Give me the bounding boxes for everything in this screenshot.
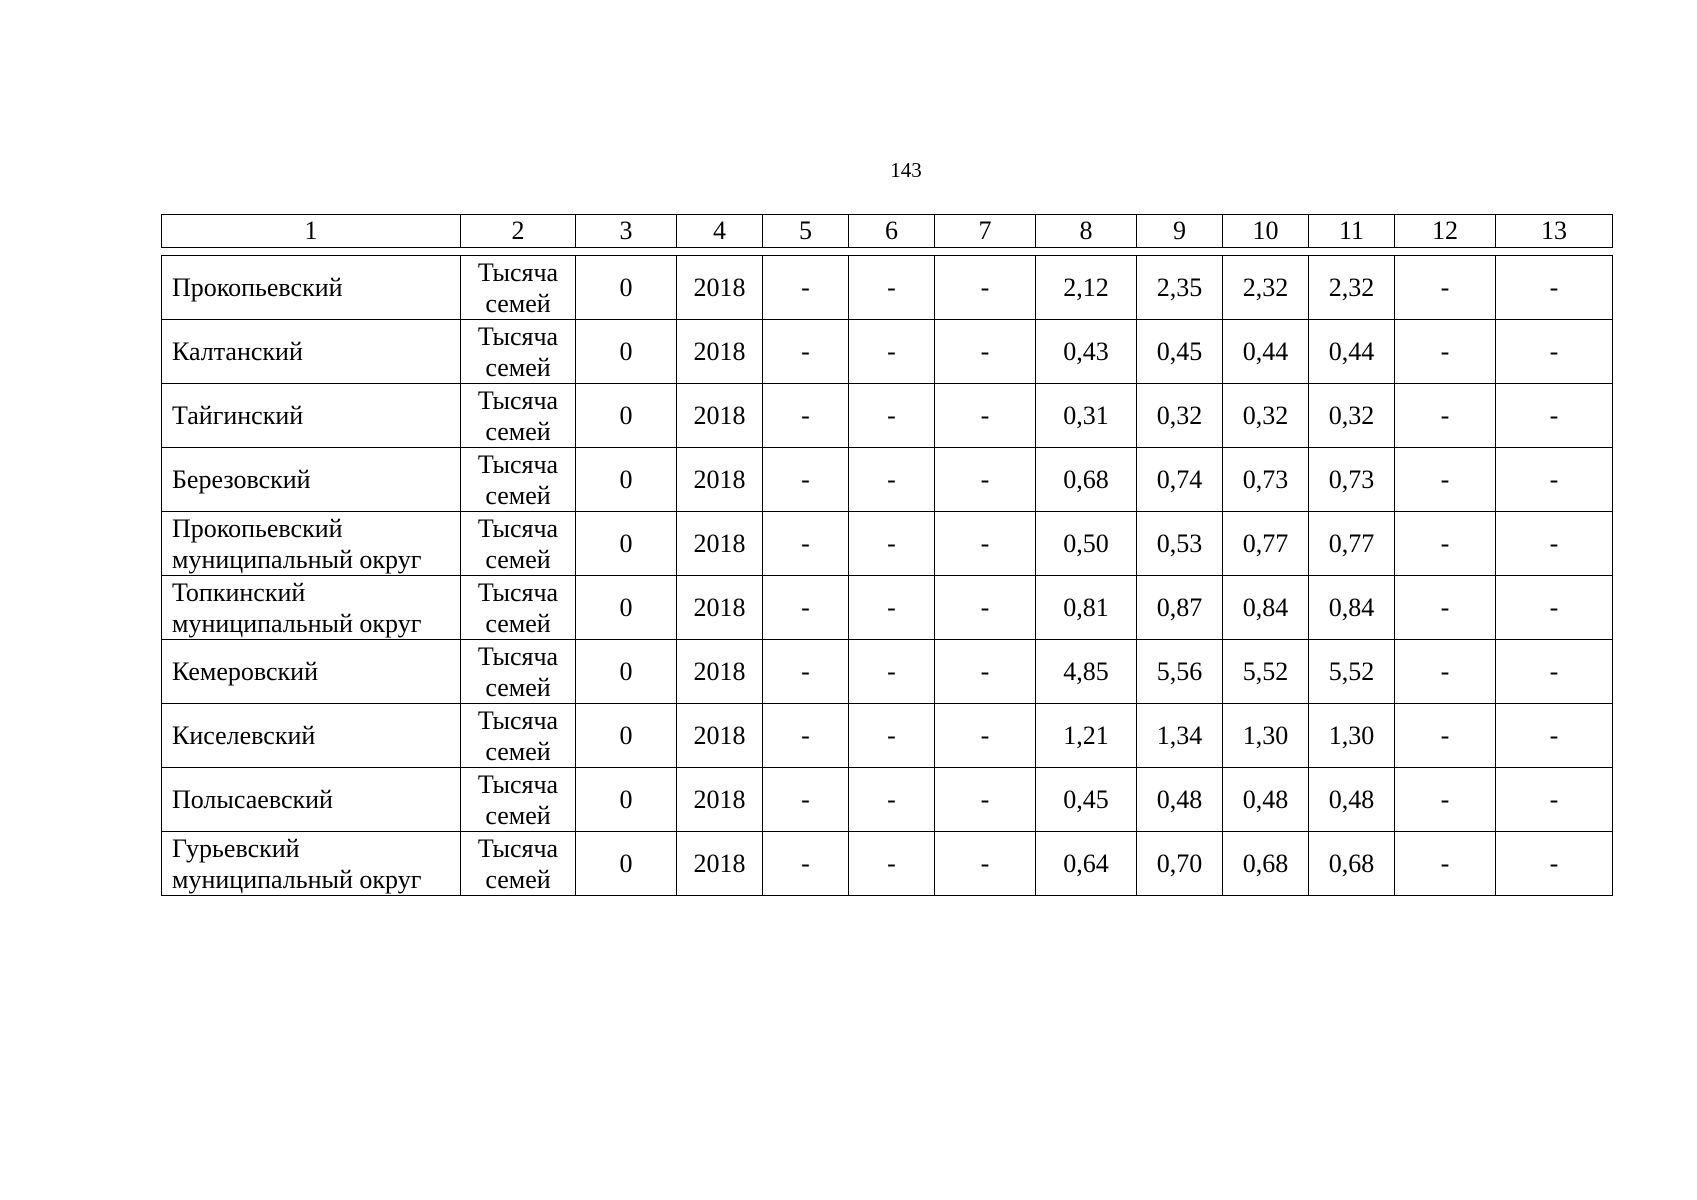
table-cell: 0,44 <box>1223 320 1309 384</box>
table-row <box>162 768 1613 832</box>
table-cell: - <box>935 832 1036 896</box>
table-cell: 2018 <box>677 704 763 768</box>
table-row <box>162 448 1613 512</box>
unit-cell: Тысяча семей <box>461 576 576 640</box>
table-cell: 2018 <box>677 640 763 704</box>
table-cell: - <box>1496 704 1613 768</box>
table-cell: - <box>1395 704 1496 768</box>
table-cell: 2,12 <box>1036 256 1137 320</box>
table-cell: - <box>1496 576 1613 640</box>
table-cell: - <box>763 704 849 768</box>
table-cell: 0,32 <box>1137 384 1223 448</box>
table-cell: 0,32 <box>1309 384 1395 448</box>
table-cell: - <box>1496 640 1613 704</box>
municipality-name: Березовский <box>162 448 461 512</box>
table-cell: - <box>849 448 935 512</box>
unit-cell: Тысяча семей <box>461 448 576 512</box>
table-cell: - <box>763 320 849 384</box>
table-cell: - <box>1395 832 1496 896</box>
header-cell: 9 <box>1137 215 1223 248</box>
table-cell: - <box>849 512 935 576</box>
header-cell: 7 <box>935 215 1036 248</box>
municipality-name: Калтанский <box>162 320 461 384</box>
table-cell: - <box>935 320 1036 384</box>
table-cell: 0 <box>576 512 677 576</box>
table-cell: - <box>763 640 849 704</box>
table-cell: - <box>1395 384 1496 448</box>
table-cell: 1,34 <box>1137 704 1223 768</box>
unit-cell: Тысяча семей <box>461 512 576 576</box>
table-cell: 0,68 <box>1036 448 1137 512</box>
unit-cell: Тысяча семей <box>461 640 576 704</box>
table-cell: 2,35 <box>1137 256 1223 320</box>
table-row <box>162 384 1613 448</box>
table-cell: - <box>1395 320 1496 384</box>
table-cell: 0,53 <box>1137 512 1223 576</box>
table-cell: 2018 <box>677 512 763 576</box>
table-cell: 0,84 <box>1223 576 1309 640</box>
table-cell: - <box>849 768 935 832</box>
header-row <box>162 215 1613 248</box>
municipality-name: Топкинский муниципальный округ <box>162 576 461 640</box>
data-table <box>161 255 1613 896</box>
table-cell: 2018 <box>677 256 763 320</box>
table-cell: 0,68 <box>1223 832 1309 896</box>
table-cell: 0,48 <box>1137 768 1223 832</box>
table-cell: 1,30 <box>1309 704 1395 768</box>
table-cell: - <box>849 384 935 448</box>
table-cell: - <box>1496 832 1613 896</box>
table-cell: 0,70 <box>1137 832 1223 896</box>
table-cell: 0,77 <box>1223 512 1309 576</box>
table-cell: 0 <box>576 576 677 640</box>
table-cell: - <box>849 832 935 896</box>
table-cell: 2018 <box>677 384 763 448</box>
column-number-header <box>161 214 1613 248</box>
table-cell: 5,56 <box>1137 640 1223 704</box>
unit-cell: Тысяча семей <box>461 256 576 320</box>
unit-cell: Тысяча семей <box>461 320 576 384</box>
table-cell: 0 <box>576 256 677 320</box>
table-cell: - <box>849 576 935 640</box>
table-cell: - <box>1395 640 1496 704</box>
table-cell: - <box>1395 576 1496 640</box>
table-cell: - <box>849 640 935 704</box>
table-cell: - <box>935 384 1036 448</box>
table-cell: - <box>935 768 1036 832</box>
table-cell: 0,81 <box>1036 576 1137 640</box>
table-row <box>162 704 1613 768</box>
header-cell: 8 <box>1036 215 1137 248</box>
table-cell: 0,77 <box>1309 512 1395 576</box>
table-cell: - <box>763 512 849 576</box>
table-row <box>162 256 1613 320</box>
table-cell: - <box>1395 512 1496 576</box>
table-cell: - <box>935 704 1036 768</box>
table-cell: - <box>1496 512 1613 576</box>
unit-cell: Тысяча семей <box>461 704 576 768</box>
table-cell: 0 <box>576 384 677 448</box>
table-row <box>162 512 1613 576</box>
header-cell: 10 <box>1223 215 1309 248</box>
table-cell: 0,43 <box>1036 320 1137 384</box>
table-cell: 0 <box>576 320 677 384</box>
table-cell: 0,73 <box>1309 448 1395 512</box>
municipality-name: Киселевский <box>162 704 461 768</box>
header-cell: 6 <box>849 215 935 248</box>
table-cell: - <box>1496 768 1613 832</box>
header-cell: 4 <box>677 215 763 248</box>
table-cell: - <box>1496 320 1613 384</box>
table-cell: 5,52 <box>1309 640 1395 704</box>
table-cell: - <box>1496 256 1613 320</box>
header-cell: 2 <box>461 215 576 248</box>
table-cell: - <box>1395 448 1496 512</box>
municipality-name: Полысаевский <box>162 768 461 832</box>
table-cell: 0 <box>576 704 677 768</box>
table-cell: 1,21 <box>1036 704 1137 768</box>
table-cell: 0,32 <box>1223 384 1309 448</box>
municipality-name: Гурьевский муниципальный округ <box>162 832 461 896</box>
municipality-name: Тайгинский <box>162 384 461 448</box>
table-cell: 0,73 <box>1223 448 1309 512</box>
header-cell: 1 <box>162 215 461 248</box>
table-cell: 0,64 <box>1036 832 1137 896</box>
table-cell: 0,74 <box>1137 448 1223 512</box>
table-cell: 0,68 <box>1309 832 1395 896</box>
table-cell: 0,45 <box>1137 320 1223 384</box>
table-cell: - <box>849 320 935 384</box>
header-cell: 13 <box>1496 215 1613 248</box>
page-number: 143 <box>890 158 922 182</box>
table-cell: - <box>1395 256 1496 320</box>
table-cell: 0,44 <box>1309 320 1395 384</box>
table-cell: 0 <box>576 640 677 704</box>
table-row <box>162 576 1613 640</box>
unit-cell: Тысяча семей <box>461 384 576 448</box>
header-cell: 12 <box>1395 215 1496 248</box>
table-cell: - <box>763 768 849 832</box>
table-row <box>162 640 1613 704</box>
table-cell: 2,32 <box>1309 256 1395 320</box>
table-cell: 2018 <box>677 832 763 896</box>
table-cell: - <box>763 384 849 448</box>
table-cell: 2018 <box>677 768 763 832</box>
table-cell: - <box>763 576 849 640</box>
table-cell: 2018 <box>677 576 763 640</box>
table-cell: 5,52 <box>1223 640 1309 704</box>
municipality-name: Прокопьевский муниципальный округ <box>162 512 461 576</box>
table-cell: - <box>849 704 935 768</box>
table-cell: - <box>935 576 1036 640</box>
table-cell: 2018 <box>677 320 763 384</box>
table-cell: 0 <box>576 832 677 896</box>
table-cell: 0,31 <box>1036 384 1137 448</box>
header-cell: 11 <box>1309 215 1395 248</box>
table-cell: 0 <box>576 448 677 512</box>
table-cell: 2,32 <box>1223 256 1309 320</box>
table-cell: - <box>849 256 935 320</box>
table-cell: 0,48 <box>1309 768 1395 832</box>
table-cell: 0,50 <box>1036 512 1137 576</box>
table-cell: - <box>1395 768 1496 832</box>
header-cell: 5 <box>763 215 849 248</box>
table-cell: 1,30 <box>1223 704 1309 768</box>
table-cell: - <box>763 832 849 896</box>
table-cell: 0,45 <box>1036 768 1137 832</box>
table-cell: - <box>1496 384 1613 448</box>
table-cell: - <box>935 512 1036 576</box>
header-cell: 3 <box>576 215 677 248</box>
table-cell: 0,48 <box>1223 768 1309 832</box>
table-cell: 4,85 <box>1036 640 1137 704</box>
table-cell: - <box>935 256 1036 320</box>
table-cell: 0,87 <box>1137 576 1223 640</box>
table-cell: 0 <box>576 768 677 832</box>
unit-cell: Тысяча семей <box>461 832 576 896</box>
table-cell: 2018 <box>677 448 763 512</box>
table-cell: - <box>763 256 849 320</box>
municipality-name: Кемеровский <box>162 640 461 704</box>
table-cell: - <box>1496 448 1613 512</box>
table-row <box>162 832 1613 896</box>
municipality-name: Прокопьевский <box>162 256 461 320</box>
unit-cell: Тысяча семей <box>461 768 576 832</box>
table-row <box>162 320 1613 384</box>
table-cell: 0,84 <box>1309 576 1395 640</box>
table-cell: - <box>763 448 849 512</box>
table-cell: - <box>935 640 1036 704</box>
table-cell: - <box>935 448 1036 512</box>
